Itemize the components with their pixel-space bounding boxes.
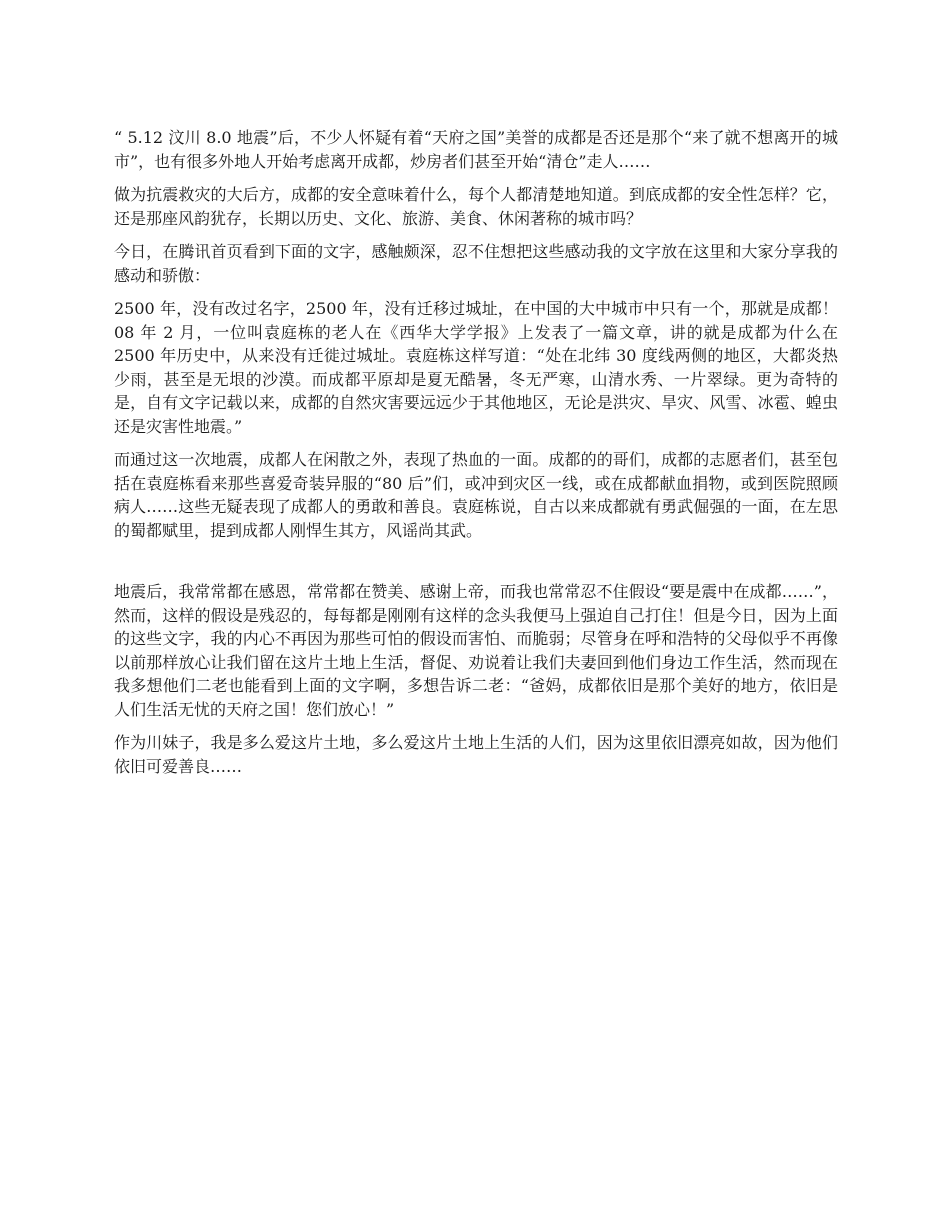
document-body [114, 126, 838, 788]
paragraph-gratitude: 地震后，我常常都在感恩，常常都在赞美、感谢上帝，而我也常常忍不住假设“要是震中在成都……”，然而，这样的假设是残忍的，每每都是刚刚有这样的念头我便马上强迫自己打住！但是今日，因为上面的这些文字，我的内心不再因为那些可怕的假设而害怕、而脆弱；尽管身在呼和浩特的父母似乎不再像以前那样放心让我们留在这片土地上生活，督促、劝说着让我们夫妻回到他们身边工作生活，然而现在我多想他们二老也能看到上面的文字啊，多想告诉二老：“爸妈，成都依旧是那个美好的地方，依旧是人们生活无忧的天府之国！您们放心！” [114, 582, 838, 719]
paragraph-tencent: 今日，在腾讯首页看到下面的文字，感触颇深，忍不住想把这些感动我的文字放在这里和大家分享我的感动和骄傲： [114, 242, 838, 285]
paragraph-earthquake-people: 而通过这一次地震，成都人在闲散之外，表现了热血的一面。成都的的哥们，成都的志愿者们，甚至包括在袁庭栋看来那些喜爱奇装异服的“80 后”们，或冲到灾区一线，或在成都献血捐物，或到医院照顾病人……这些无疑表现了成都人的勇敢和善良。袁庭栋说，自古以来成都就有勇武倔强的一面，在左思的蜀都赋里，提到成都人刚悍生其方，风谣尚其武。 [114, 450, 838, 540]
paragraph-history: 2500 年，没有改过名字，2500 年，没有迁移过城址，在中国的大中城市中只有一个，那就是成都！08 年 2 月，一位叫袁庭栋的老人在《西华大学学报》上发表了一篇文章，讲的就是成都为什么在 2500 年历史中，从来没有迁徙过城址。袁庭栋这样写道：“处在北纬 30 度线两侧的地区，大都炎热少雨，甚至是无垠的沙漠。而成都平原却是夏无酷暑，冬无严寒，山清水秀、一片翠绿。更为奇特的是，自有文字记载以来，成都的自然灾害要远远少于其他地区，无论是洪灾、旱灾、风雪、冰雹、蝗虫还是灾害性地震。” [114, 299, 838, 436]
paragraph-closing: 作为川妹子，我是多么爱这片土地，多么爱这片土地上生活的人们，因为这里依旧漂亮如故，因为他们依旧可爱善良…… [114, 733, 838, 776]
paragraph-safety: 做为抗震救灾的大后方，成都的安全意味着什么，每个人都清楚地知道。到底成都的安全性怎样？它，还是那座风韵犹存，长期以历史、文化、旅游、美食、休闲著称的城市吗？ [114, 185, 838, 228]
paragraph-intro: “ 5.12 汶川 8.0 地震”后，不少人怀疑有着“天府之国”美誉的成都是否还是那个“来了就不想离开的城市”，也有很多外地人开始考虑离开成都，炒房者们甚至开始“清仓”走人…… [114, 128, 838, 171]
